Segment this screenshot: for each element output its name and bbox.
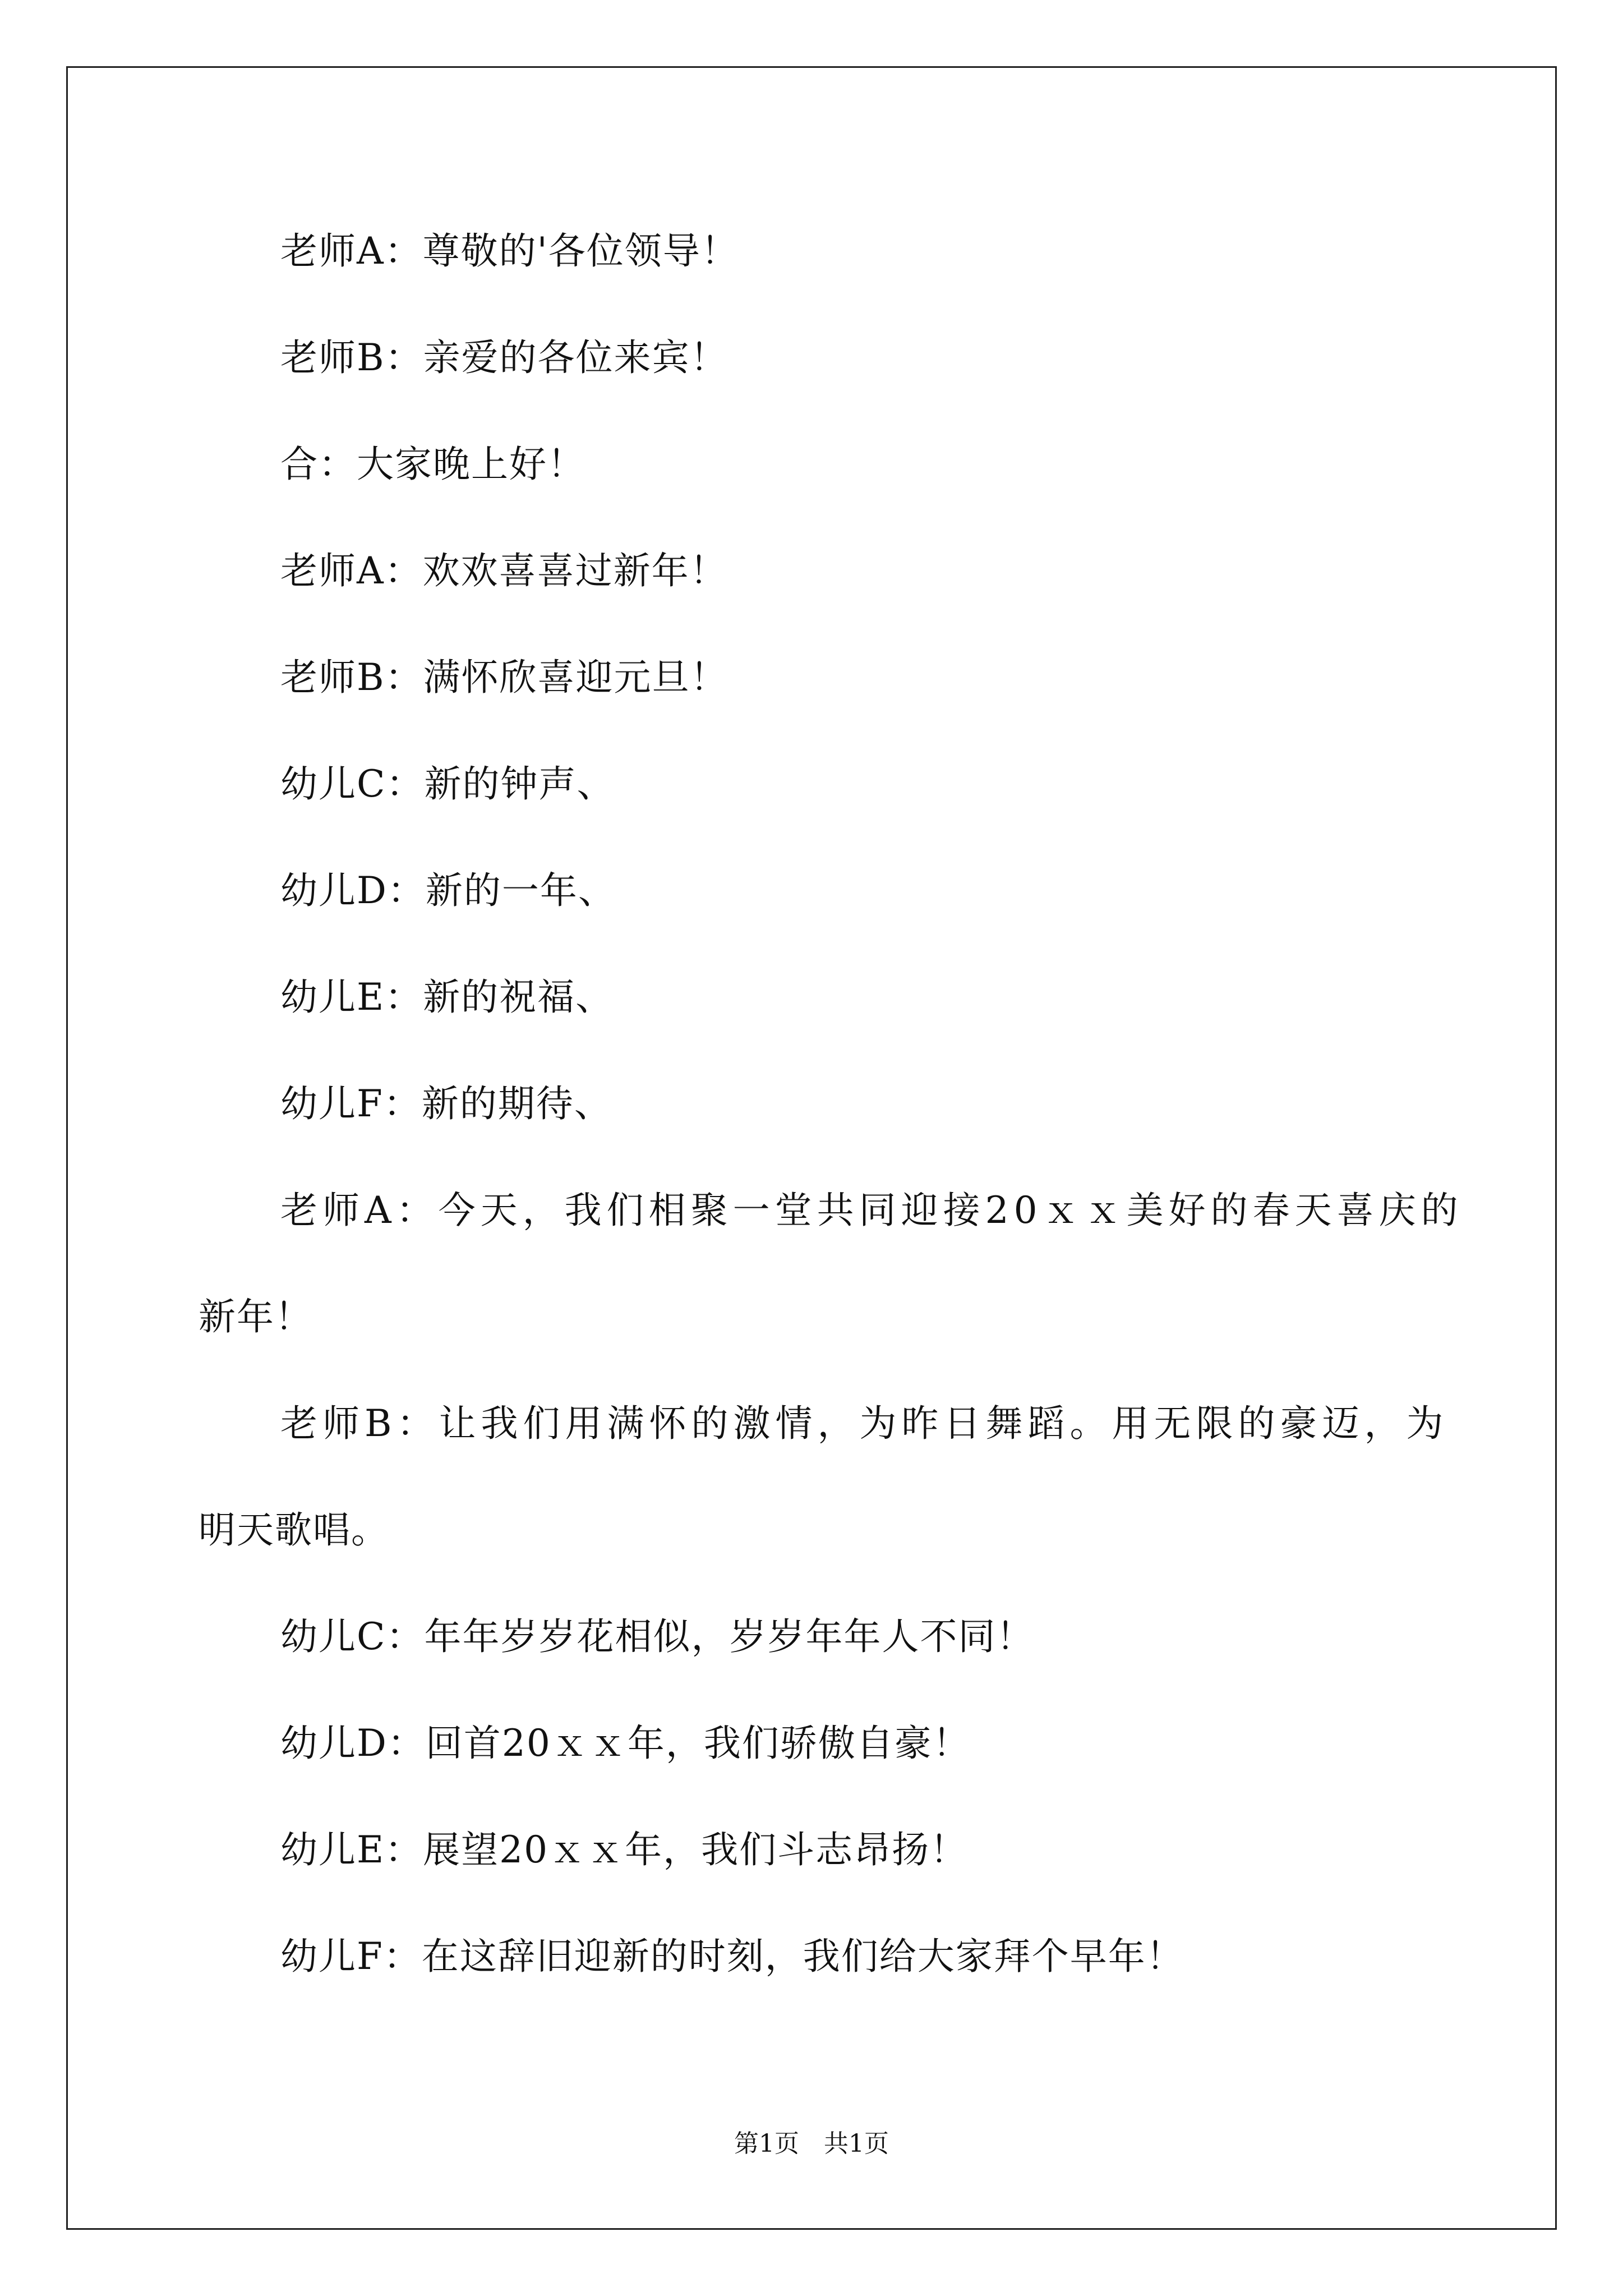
dialogue-line: 老师B：满怀欣喜迎元旦！ (280, 656, 728, 699)
dialogue-line-continuation: 新年！ (199, 1295, 313, 1338)
dialogue-line: 老师B：让我们用满怀的激情，为昨日舞蹈。用无限的豪迈，为 (280, 1402, 1449, 1445)
dialogue-line: 幼儿C：年年岁岁花相似，岁岁年年人不同！ (280, 1615, 1035, 1658)
dialogue-line: 老师B：亲爱的各位来宾！ (280, 336, 728, 379)
dialogue-line: 幼儿D：回首20ｘｘ年，我们骄傲自豪！ (280, 1722, 971, 1765)
page-footer: 第1页 共1页 (734, 2129, 889, 2158)
dialogue-line: 幼儿F：在这辞旧迎新的时刻，我们给大家拜个早年！ (280, 1935, 1184, 1978)
dialogue-line: 幼儿E：新的祝福、 (280, 976, 614, 1019)
dialogue-line: 幼儿C：新的钟声、 (280, 762, 615, 806)
dialogue-line: 老师A：尊敬的'各位领导！ (280, 229, 739, 273)
dialogue-line: 幼儿F：新的期待、 (280, 1082, 612, 1125)
dialogue-line: 合：大家晚上好！ (280, 443, 585, 486)
dialogue-line: 老师A：欢欢喜喜过新年！ (280, 549, 728, 592)
page-border (66, 66, 1557, 2230)
dialogue-line: 老师A：今天，我们相聚一堂共同迎接20ｘｘ美好的春天喜庆的 (280, 1189, 1463, 1232)
dialogue-line-continuation: 明天歌唱。 (199, 1508, 389, 1552)
dialogue-line: 幼儿E：展望20ｘｘ年，我们斗志昂扬！ (280, 1828, 969, 1871)
dialogue-line: 幼儿D：新的一年、 (280, 869, 616, 912)
